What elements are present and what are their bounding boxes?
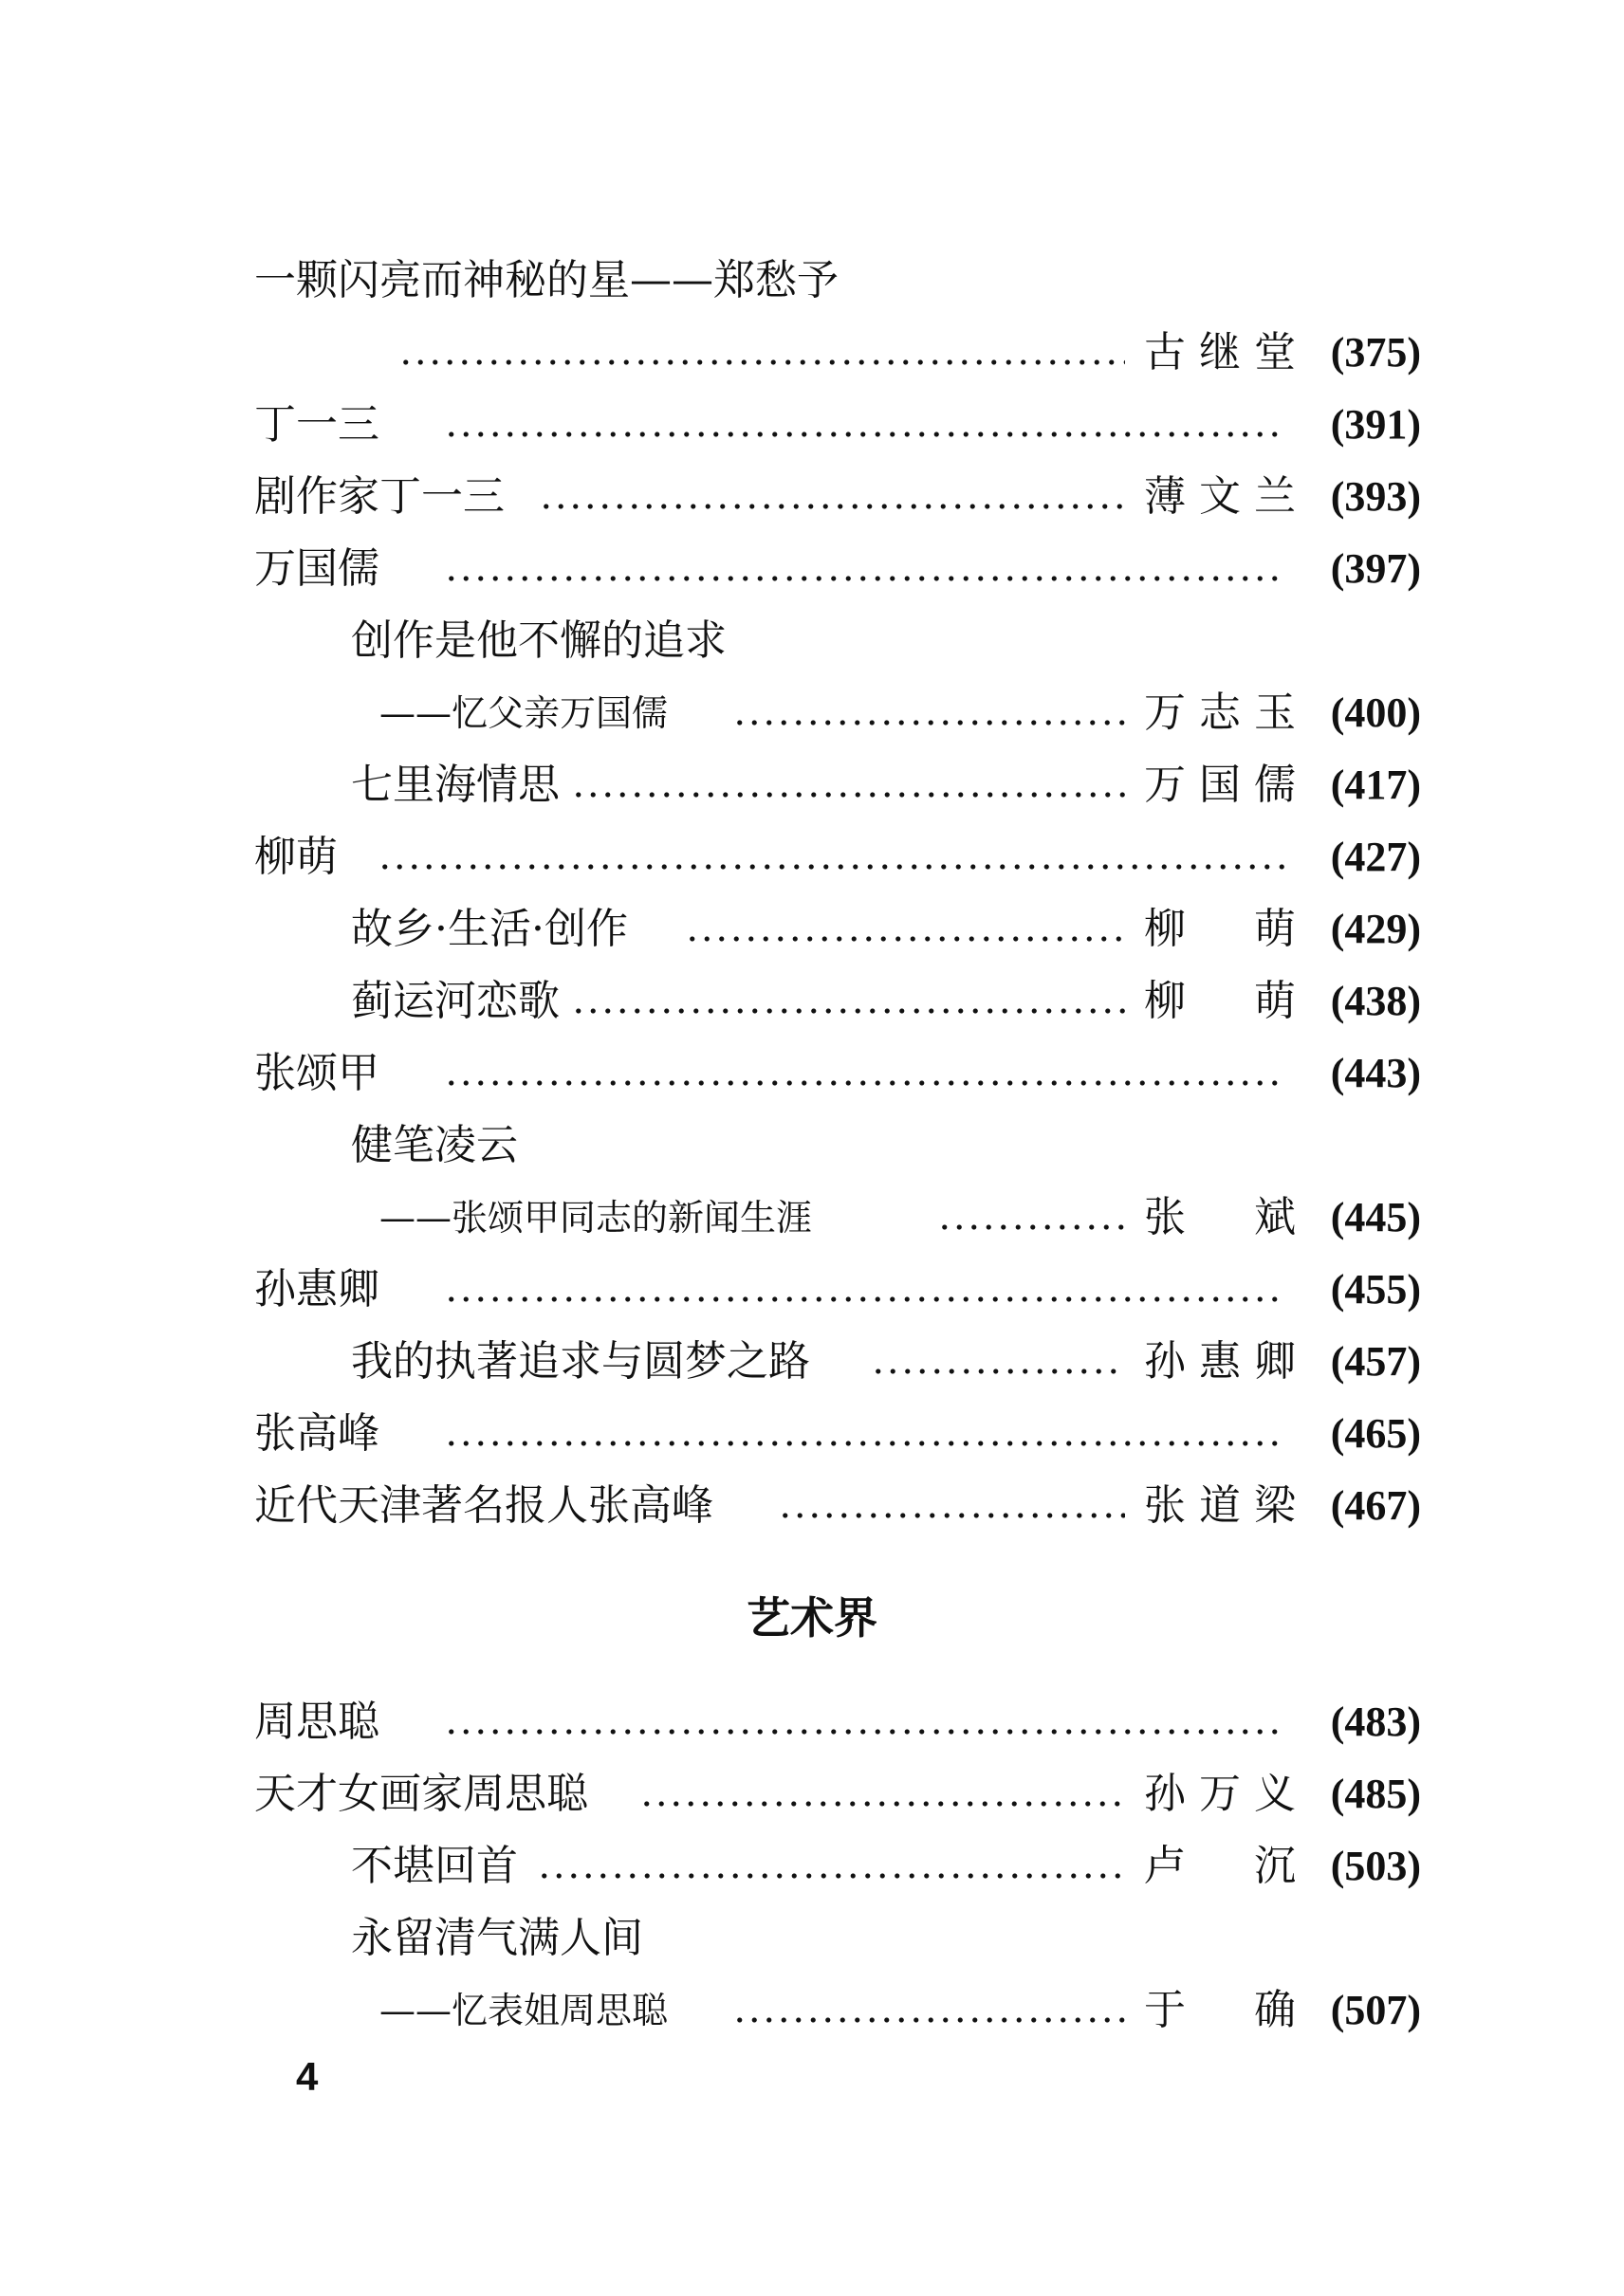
entry-page: (393) [1330,473,1421,520]
entry-page: (375) [1330,329,1421,376]
entry-page: (507) [1330,1987,1421,2033]
section-title: 艺术界 [747,1592,877,1644]
toc-entry [254,1038,1421,1110]
entry-title: 健笔凌云 [351,1121,518,1169]
toc-entry [351,1902,1421,1975]
toc-entry [254,1470,1421,1542]
leader-dots [444,1728,1286,1736]
toc-entry [254,317,1421,389]
entry-title: 七里海情思 [351,761,560,809]
toc-entry [351,893,1421,965]
toc-entry [254,1254,1421,1326]
leader-dots [398,358,1125,366]
toc-entry [351,1110,1421,1182]
entry-title: 张颂甲 [254,1049,379,1097]
entry-author: 卢沉 [1144,1842,1296,1890]
leader-dots [537,1872,1125,1880]
entry-page: (443) [1330,1050,1421,1096]
entry-title: 我的执著追求与圆梦之路 [351,1337,810,1386]
leader-dots [444,1295,1286,1303]
toc-entry [379,1182,1421,1254]
entry-title: 丁一三 [254,400,379,449]
toc-entry [379,677,1421,749]
entry-title: 张高峰 [254,1409,379,1458]
entry-page: (400) [1330,689,1421,736]
entry-author: 薄文兰 [1144,472,1296,521]
leader-dots [444,1440,1286,1447]
entry-page: (467) [1330,1482,1421,1529]
toc-entry [254,389,1421,461]
entry-page: (397) [1330,545,1421,592]
entry-title: ——张颂甲同志的新闻生涯 [379,1197,813,1239]
entry-title: 柳萌 [254,833,338,881]
leader-dots [685,935,1125,943]
entry-title: 剧作家丁一三 [254,472,505,521]
entry-author: 孙惠卿 [1144,1337,1296,1386]
entry-page: (429) [1330,906,1421,952]
entry-page: (457) [1330,1338,1421,1385]
entry-page: (503) [1330,1843,1421,1889]
entry-author: 于确 [1144,1986,1296,2034]
page-number: 4 [296,2054,319,2099]
leader-dots [444,431,1286,438]
toc-entry [351,1326,1421,1398]
leader-dots [937,1223,1125,1231]
toc-entry [254,821,1421,893]
entry-title: 一颗闪亮而神秘的星——郑愁予 [254,256,839,304]
entry-title: 孙惠卿 [254,1265,379,1313]
entry-page: (455) [1330,1266,1421,1313]
entry-author: 古继堂 [1144,328,1296,377]
entry-page: (391) [1330,401,1421,448]
entry-title: 蓟运河恋歌 [351,977,560,1025]
toc-entry [254,245,1421,317]
entry-page: (427) [1330,834,1421,880]
leader-dots [539,503,1125,510]
entry-author: 万国儒 [1144,761,1296,809]
leader-dots [444,1079,1286,1087]
toc-entry [254,461,1421,533]
leader-dots [571,791,1125,799]
entry-author: 柳萌 [1144,905,1296,953]
toc-entry [351,749,1421,821]
leader-dots [871,1368,1125,1375]
entry-author: 张道梁 [1144,1481,1296,1530]
entry-page: (485) [1330,1771,1421,1817]
entry-page: (483) [1330,1699,1421,1745]
entry-author: 万志玉 [1144,689,1296,737]
entry-title: ——忆表姐周思聪 [379,1990,669,2031]
toc-entry [351,1830,1421,1902]
entry-title: ——忆父亲万国儒 [379,692,669,734]
leader-dots [639,1800,1125,1808]
entry-page: (417) [1330,762,1421,808]
entry-page: (438) [1330,978,1421,1024]
entry-title: 周思聪 [254,1698,379,1746]
entry-title: 永留清气满人间 [351,1914,643,1962]
toc-entry [379,1975,1421,2047]
leader-dots [732,719,1125,726]
toc-entry [254,1398,1421,1470]
entry-page: (465) [1330,1410,1421,1457]
leader-dots [778,1512,1125,1519]
entry-title: 近代天津著名报人张高峰 [254,1481,713,1530]
toc-entry [254,1686,1421,1758]
entry-author: 张斌 [1144,1193,1296,1241]
entry-title: 故乡·生活·创作 [351,905,628,953]
toc-entry [351,965,1421,1038]
toc-entry [351,605,1421,677]
toc-entry [254,533,1421,605]
entry-title: 天才女画家周思聪 [254,1770,588,1818]
entry-page: (445) [1330,1194,1421,1240]
entry-author: 孙万义 [1144,1770,1296,1818]
entry-author: 柳萌 [1144,977,1296,1025]
entry-title: 创作是他不懈的追求 [351,616,727,665]
entry-title: 万国儒 [254,544,379,593]
toc-entry [254,1758,1421,1830]
entry-title: 不堪回首 [351,1842,518,1890]
leader-dots [571,1007,1125,1015]
leader-dots [732,2016,1125,2024]
leader-dots [444,575,1286,582]
leader-dots [378,863,1286,871]
